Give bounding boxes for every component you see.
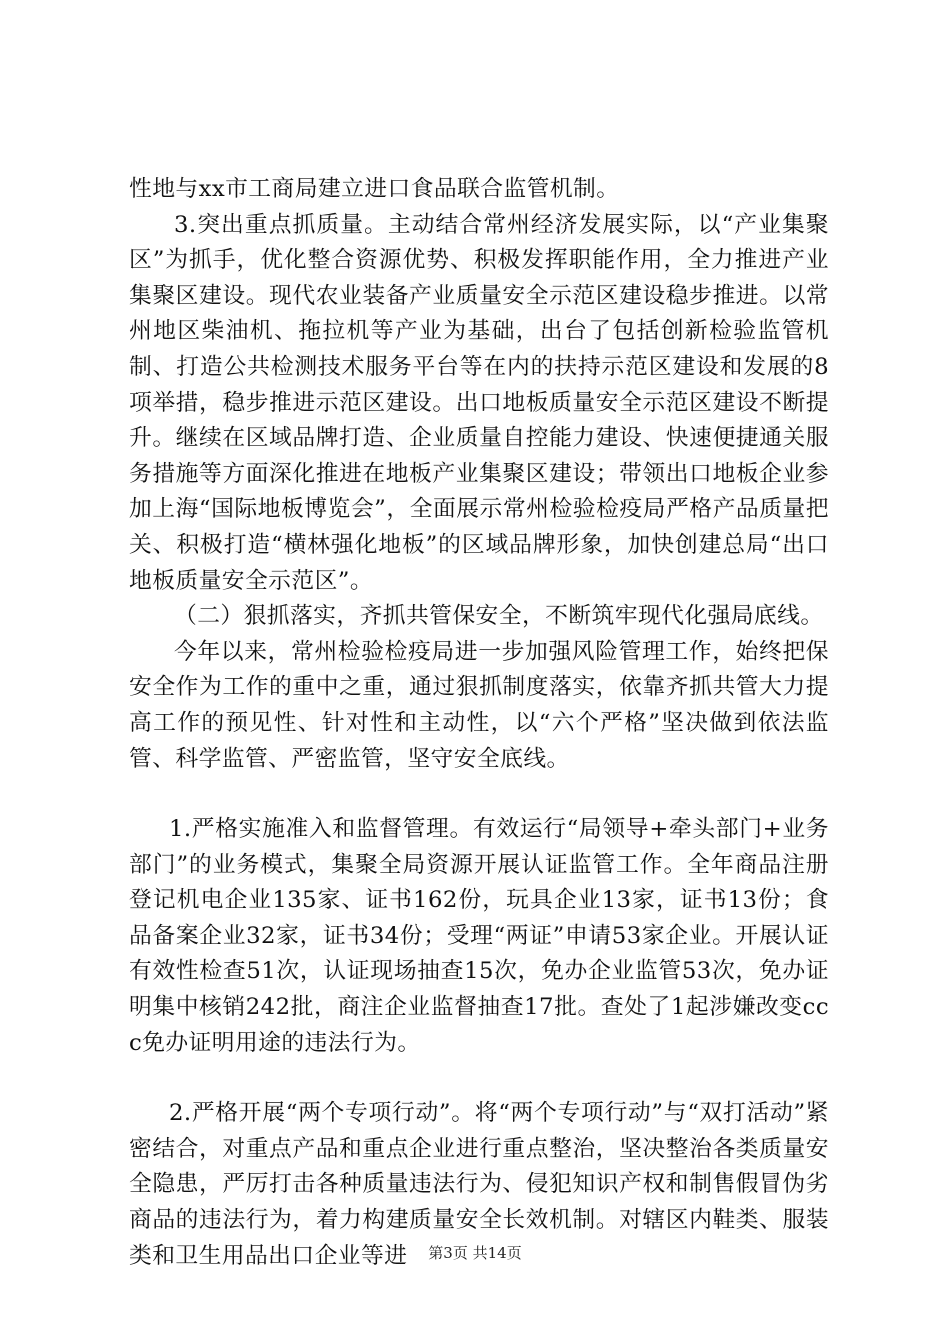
paragraph-intro: 今年以来，常州检验检疫局进一步加强风险管理工作，始终把保安全作为工作的重中之重，通过狠抓制度落实，依靠齐抓共管大力提高工作的预见性、针对性和主动性，以“六个严格”坚决做到依法监管、科学监管、严密监管，坚守安全底线。 [129, 638, 829, 772]
section-heading-2: （二）狠抓落实，齐抓共管保安全，不断筑牢现代化强局底线。 [174, 603, 824, 630]
document-body [129, 172, 829, 1274]
paragraph-continuation: 性地与xx市工商局建立进口食品联合监管机制。 [129, 176, 620, 202]
paragraph-item-3: 3.突出重点抓质量。主动结合常州经济发展实际，以“产业集聚区”为抓手，优化整合资源优势、积极发挥职能作用，全力推进产业集聚区建设。现代农业装备产业质量安全示范区建设稳步推进。以常州地区柴油机、拖拉机等产业为基础，出台了包括创新检验监管机制、打造公共检测技术服务平台等在内的扶持示范区建设和发展的8项举措，稳步推进示范区建设。出口地板质量安全示范区建设不断提升。继续在区域品牌打造、企业质量自控能力建设、快速便捷通关服务措施等方面深化推进在地板产业集聚区建设；带领出口地板企业参加上海“国际地板博览会”，全面展示常州检验检疫局严格产品质量把关、积极打造“横林强化地板”的区域品牌形象，加快创建总局“出口地板质量安全示范区”。 [129, 211, 829, 594]
paragraph-item-2: 2.严格开展“两个专项行动”。将“两个专项行动”与“双打活动”紧密结合，对重点产品和重点企业进行重点整治，坚决整治各类质量安全隐患，严厉打击各种质量违法行为、侵犯知识产权和制售假冒伪劣商品的违法行为，着力构建质量安全长效机制。对辖区内鞋类、服装类和卫生用品出口企业等进 [129, 1100, 829, 1269]
page-number-footer: 第3页 共14页 [428, 1244, 522, 1262]
paragraph-item-1: 1.严格实施准入和监督管理。有效运行“局领导+牵头部门+业务部门”的业务模式，集聚全局资源开展认证监管工作。全年商品注册登记机电企业135家、证书162份，玩具企业13家，证书13份；食品备案企业32家，证书34份；受理“两证”申请53家企业。开展认证有效性检查51次，认证现场抽查15次，免办企业监管53次，免办证明集中核销242批，商注企业监督抽查17批。查处了1起涉嫌改变ccc免办证明用途的违法行为。 [129, 816, 829, 1056]
